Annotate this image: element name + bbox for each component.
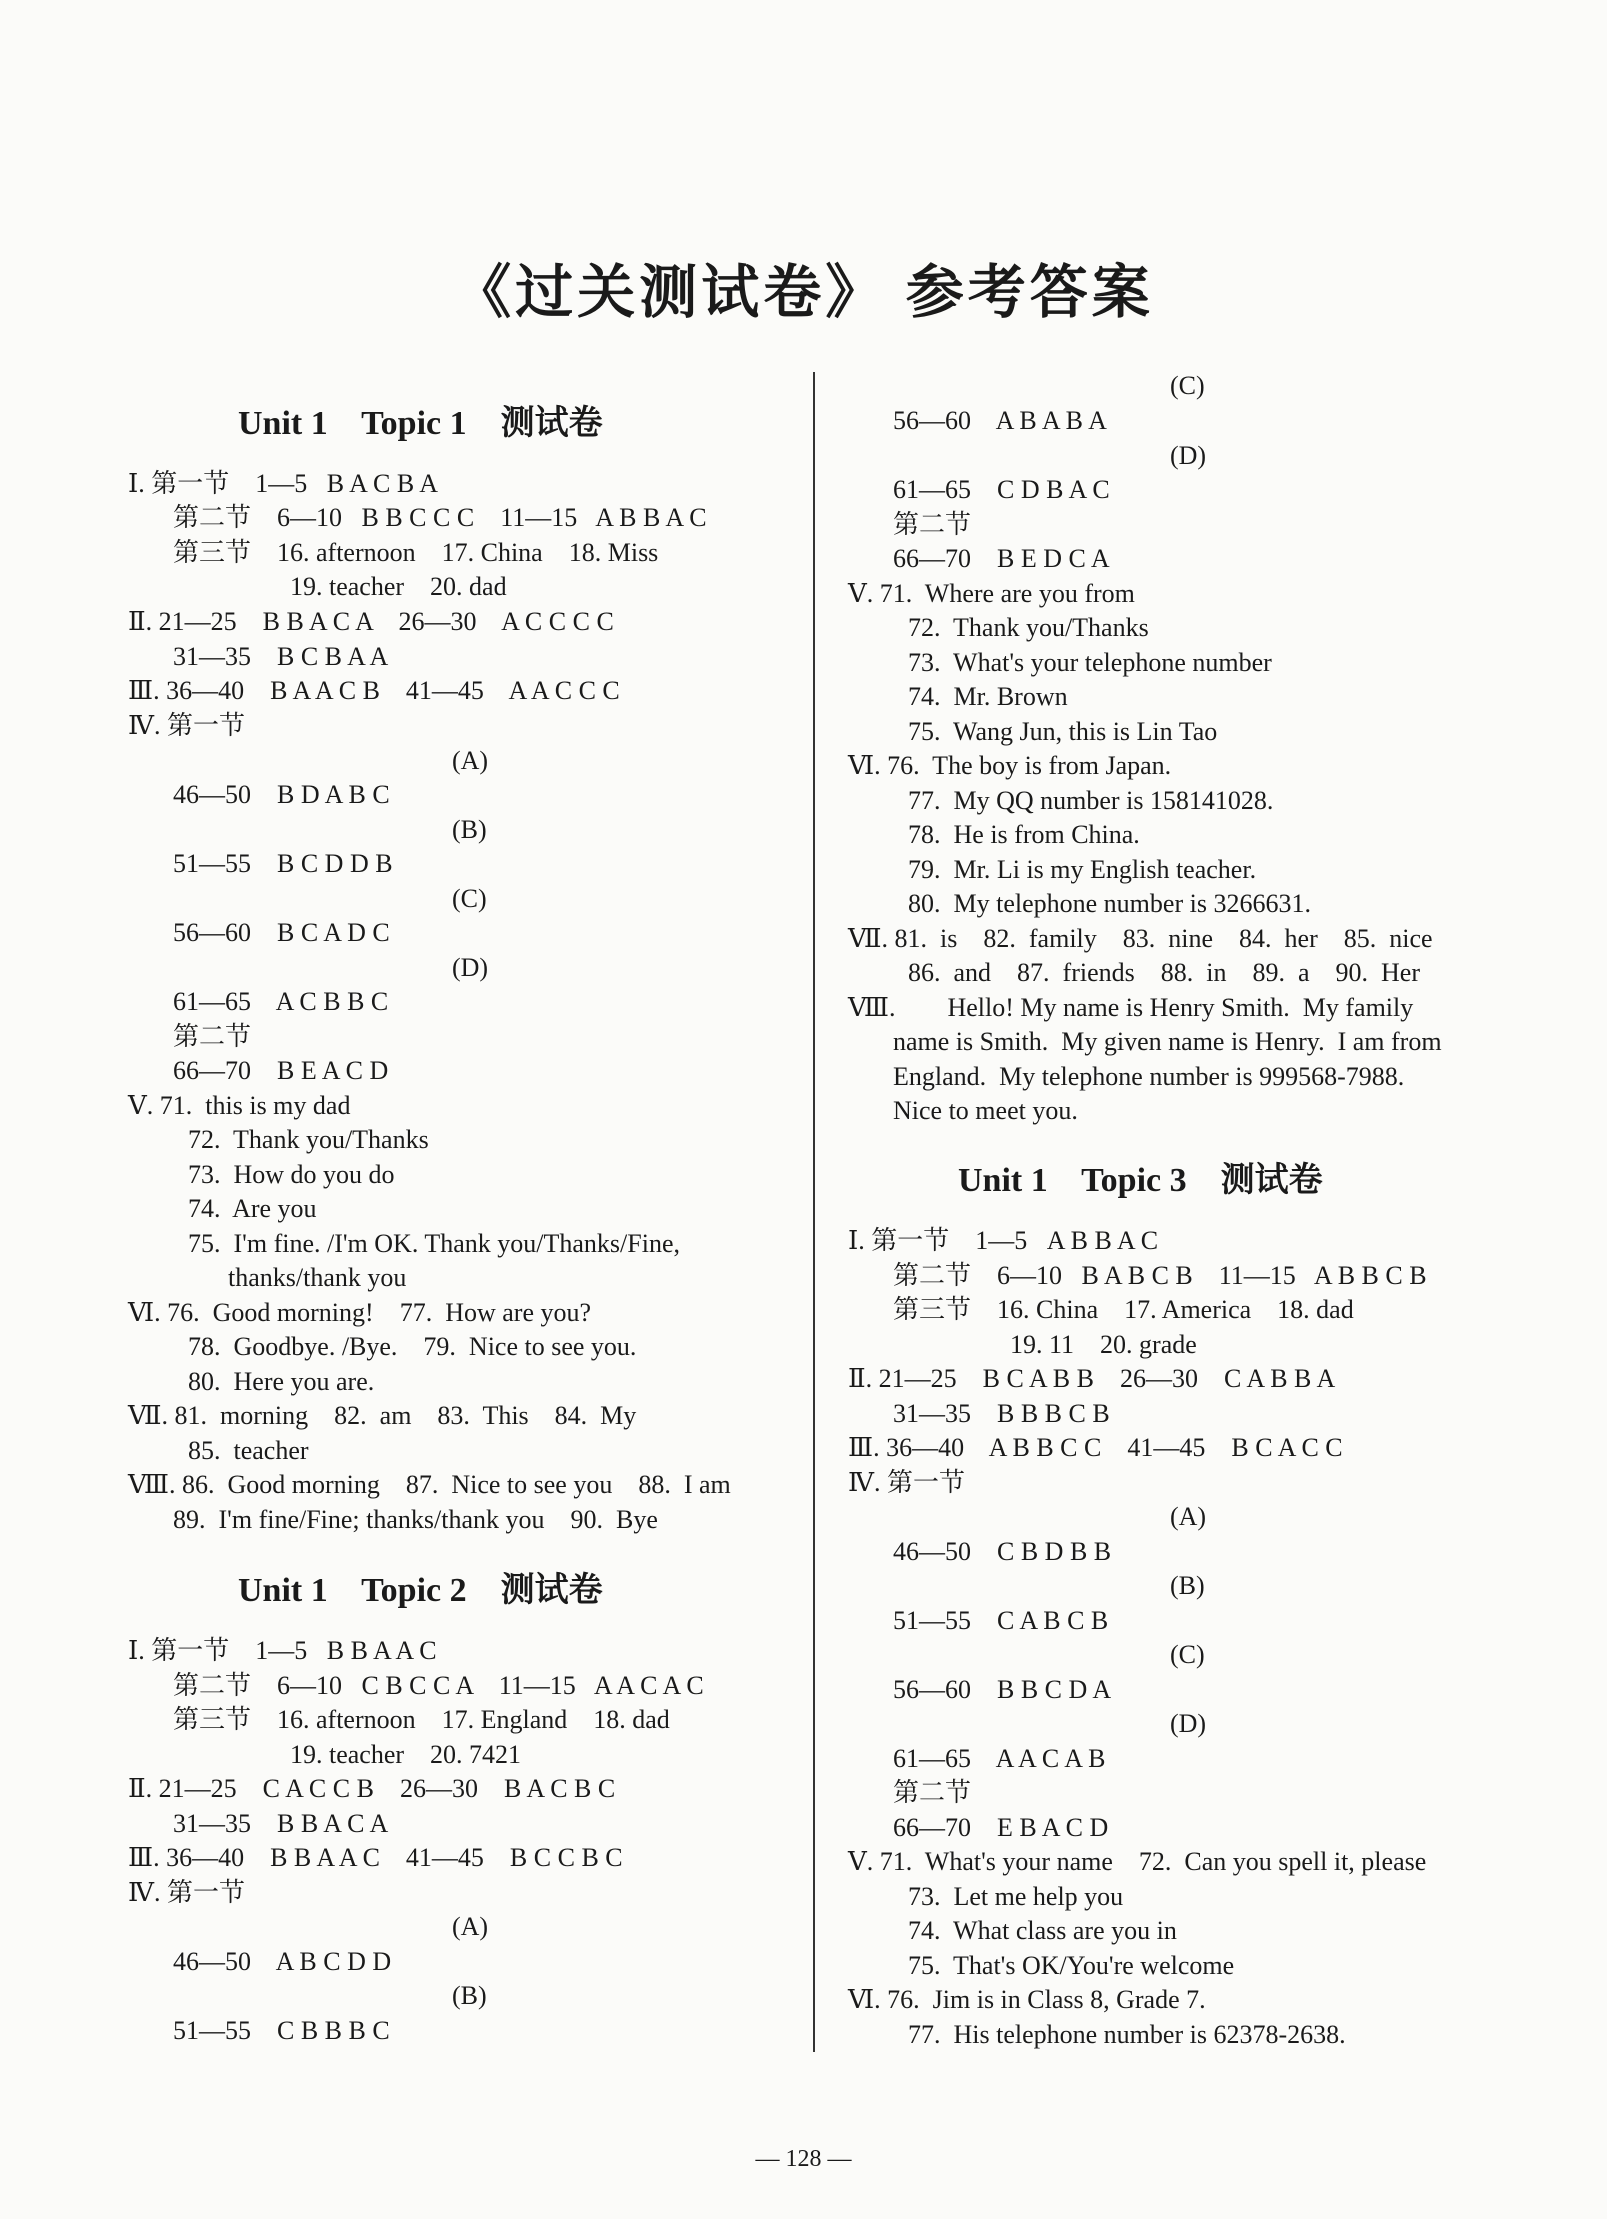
answer-line: Ⅰ. 第一节 1—5 B A C B A: [128, 469, 439, 498]
answer-line: 74. Mr. Brown: [908, 682, 1068, 711]
answer-line: Ⅱ. 21—25 B C A B B 26—30 C A B B A: [848, 1364, 1336, 1393]
page-title: 《过关测试卷》 参考答案: [453, 260, 1154, 325]
answer-line: name is Smith. My given name is Henry. I am from: [893, 1027, 1442, 1056]
answer-line: 74. Are you: [188, 1194, 317, 1223]
answer-line: 72. Thank you/Thanks: [908, 613, 1149, 642]
answer-line: (D): [1170, 441, 1207, 470]
answer-line: (D): [1170, 1709, 1207, 1738]
answer-line: Ⅷ. Hello! My name is Henry Smith. My family: [848, 993, 1414, 1022]
answer-line: 77. His telephone number is 62378-2638.: [908, 2020, 1346, 2049]
answer-line: 73. How do you do: [188, 1160, 395, 1189]
answer-line: 第二节: [173, 1022, 252, 1051]
answer-line: (A): [452, 746, 489, 775]
answer-line: 66—70 B E A C D: [173, 1056, 389, 1085]
page-number: — 128 —: [755, 2146, 852, 2172]
answer-line: 74. What class are you in: [908, 1916, 1177, 1945]
answer-line: Ⅳ. 第一节: [128, 1878, 245, 1907]
answer-line: 46—50 A B C D D: [173, 1947, 392, 1976]
answer-line: Ⅴ. 71. What's your name 72. Can you spell it, please: [848, 1847, 1427, 1876]
answer-line: 46—50 C B D B B: [893, 1537, 1112, 1566]
answer-line: 19. teacher 20. 7421: [290, 1740, 522, 1769]
answer-line: 51—55 C B B B C: [173, 2016, 390, 2045]
answer-line: 79. Mr. Li is my English teacher.: [908, 855, 1257, 884]
answer-line: 51—55 B C D D B: [173, 849, 393, 878]
answer-line: England. My telephone number is 999568-7988.: [893, 1062, 1405, 1091]
answer-line: 46—50 B D A B C: [173, 780, 390, 809]
answer-line: 19. 11 20. grade: [1010, 1330, 1197, 1359]
answer-line: Ⅳ. 第一节: [848, 1468, 965, 1497]
section-title-topic3: Unit 1 Topic 3 测试卷: [958, 1162, 1323, 1199]
answer-line: Ⅰ. 第一节 1—5 A B B A C: [848, 1226, 1159, 1255]
answer-line: (B): [1170, 1571, 1205, 1600]
answer-line: (B): [452, 815, 487, 844]
answer-line: Ⅵ. 76. The boy is from Japan.: [848, 751, 1172, 780]
section-title-topic1: Unit 1 Topic 1 测试卷: [238, 405, 603, 442]
answer-line: 56—60 A B A B A: [893, 406, 1107, 435]
answer-line: (C): [1170, 371, 1205, 400]
answer-line: 80. Here you are.: [188, 1367, 375, 1396]
answer-line: Ⅲ. 36—40 B A A C B 41—45 A A C C C: [128, 676, 620, 705]
answer-line: 第二节: [893, 1778, 972, 1807]
answer-line: 56—60 B C A D C: [173, 918, 390, 947]
answer-line: 72. Thank you/Thanks: [188, 1125, 429, 1154]
answer-line: Ⅱ. 21—25 C A C C B 26—30 B A C B C: [128, 1774, 616, 1803]
answer-line: Ⅲ. 36—40 A B B C C 41—45 B C A C C: [848, 1433, 1343, 1462]
section-title-topic2: Unit 1 Topic 2 测试卷: [238, 1572, 603, 1609]
answer-line: (A): [452, 1912, 489, 1941]
answer-line: 56—60 B B C D A: [893, 1675, 1112, 1704]
answer-line: (B): [452, 1981, 487, 2010]
answer-line: 51—55 C A B C B: [893, 1606, 1109, 1635]
answer-line: 77. My QQ number is 158141028.: [908, 786, 1274, 815]
answer-line: 75. I'm fine. /I'm OK. Thank you/Thanks/Fine,: [188, 1229, 680, 1258]
answer-line: 61—65 C D B A C: [893, 475, 1110, 504]
answer-line: 73. What's your telephone number: [908, 648, 1272, 677]
answer-line: Ⅶ. 81. is 82. family 83. nine 84. her 85. nice: [848, 924, 1433, 953]
answer-line: 75. Wang Jun, this is Lin Tao: [908, 717, 1218, 746]
answer-line: Ⅰ. 第一节 1—5 B B A A C: [128, 1636, 437, 1665]
answer-line: 第二节 6—10 B B C C C 11—15 A B B A C: [173, 503, 707, 532]
answer-line: Ⅳ. 第一节: [128, 711, 245, 740]
answer-line: (C): [452, 884, 487, 913]
answer-line: 第三节 16. afternoon 17. England 18. dad: [173, 1705, 670, 1734]
answer-line: (D): [452, 953, 489, 982]
answer-line: 第三节 16. afternoon 17. China 18. Miss: [173, 538, 659, 567]
answer-line: 66—70 E B A C D: [893, 1813, 1109, 1842]
answer-line: Ⅴ. 71. this is my dad: [128, 1091, 351, 1120]
answer-line: Ⅴ. 71. Where are you from: [848, 579, 1135, 608]
answer-line: 66—70 B E D C A: [893, 544, 1110, 573]
answer-line: Nice to meet you.: [893, 1096, 1078, 1125]
answer-line: (C): [1170, 1640, 1205, 1669]
answer-line: thanks/thank you: [228, 1263, 407, 1292]
answer-line: 85. teacher: [188, 1436, 309, 1465]
answer-line: 31—35 B C B A A: [173, 642, 389, 671]
answer-line: Ⅵ. 76. Jim is in Class 8, Grade 7.: [848, 1985, 1206, 2014]
answer-line: 61—65 A C B B C: [173, 987, 389, 1016]
answer-line: 19. teacher 20. dad: [290, 572, 507, 601]
answer-line: Ⅶ. 81. morning 82. am 83. This 84. My: [128, 1401, 637, 1430]
answer-line: 73. Let me help you: [908, 1882, 1124, 1911]
answer-line: Ⅲ. 36—40 B B A A C 41—45 B C C B C: [128, 1843, 623, 1872]
answer-line: 89. I'm fine/Fine; thanks/thank you 90. Bye: [173, 1505, 658, 1534]
answer-line: Ⅵ. 76. Good morning! 77. How are you?: [128, 1298, 592, 1327]
answer-line: Ⅱ. 21—25 B B A C A 26—30 A C C C C: [128, 607, 614, 636]
answer-line: 75. That's OK/You're welcome: [908, 1951, 1235, 1980]
answer-line: 31—35 B B A C A: [173, 1809, 389, 1838]
answer-line: 第二节 6—10 C B C C A 11—15 A A C A C: [173, 1671, 704, 1700]
answer-line: (A): [1170, 1502, 1207, 1531]
answer-line: 80. My telephone number is 3266631.: [908, 889, 1311, 918]
answer-line: 第二节 6—10 B A B C B 11—15 A B B C B: [893, 1261, 1427, 1290]
answer-line: 78. He is from China.: [908, 820, 1140, 849]
answer-line: 61—65 A A C A B: [893, 1744, 1106, 1773]
answer-line: 第二节: [893, 510, 972, 539]
answer-line: 78. Goodbye. /Bye. 79. Nice to see you.: [188, 1332, 637, 1361]
answer-line: 第三节 16. China 17. America 18. dad: [893, 1295, 1354, 1324]
answer-line: Ⅷ. 86. Good morning 87. Nice to see you 88. I am: [128, 1470, 731, 1499]
answer-line: 86. and 87. friends 88. in 89. a 90. Her: [908, 958, 1420, 987]
column-divider: [813, 372, 815, 2052]
answer-line: 31—35 B B B C B: [893, 1399, 1110, 1428]
